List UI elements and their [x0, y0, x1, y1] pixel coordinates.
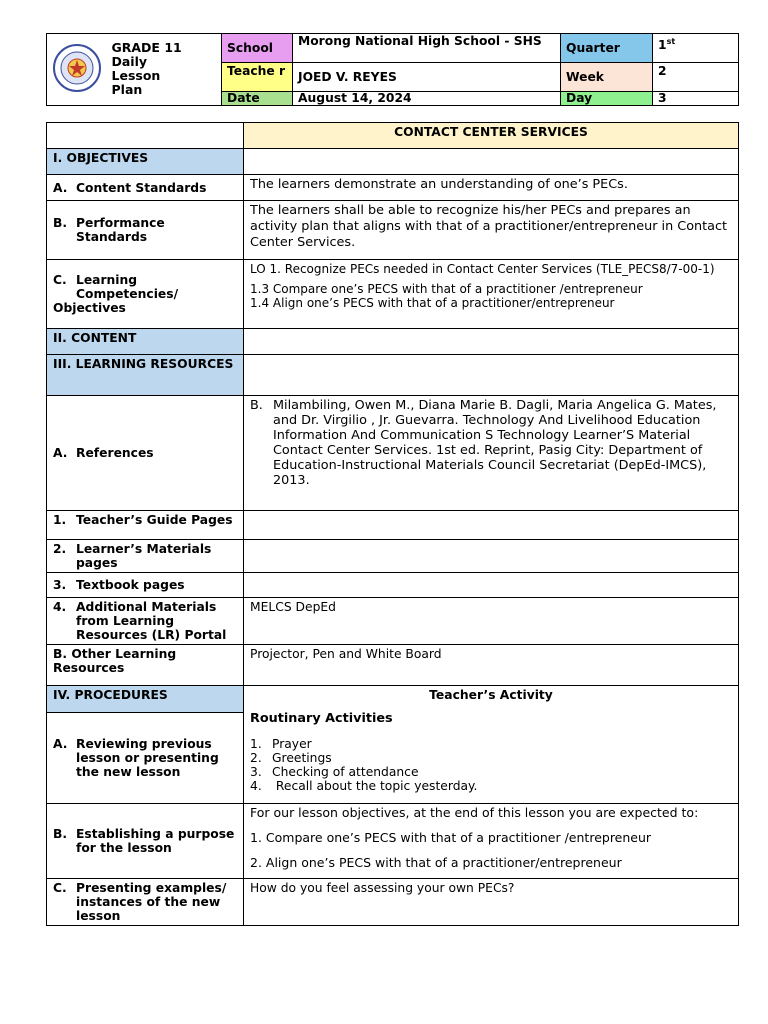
- competencies-label: [47, 260, 244, 329]
- references-value: [244, 396, 739, 511]
- performance-num: B.: [53, 216, 68, 230]
- performance-standards-value: The learners shall be able to recognize his/her PECs and prepares an activity plan that aligns with that of a practitioner/entrepreneur in Contact Center Services.: [244, 201, 739, 260]
- references-item-num: B.: [250, 398, 263, 413]
- competencies-num: C.: [53, 273, 67, 287]
- quarter-suffix: st: [666, 37, 676, 46]
- week-label: Week: [561, 63, 653, 92]
- teacher-value: JOED V. REYES: [293, 63, 561, 92]
- routine-text: Greetings: [272, 751, 332, 765]
- list-item: [250, 737, 732, 751]
- competencies-text-1: Learning: [76, 273, 138, 287]
- plan-title-line-3: Plan: [111, 82, 143, 97]
- routine-text: Prayer: [272, 737, 312, 751]
- grade-title-cell: [107, 34, 222, 106]
- quarter-label: Quarter: [561, 34, 653, 63]
- learning-resources-empty: [244, 355, 739, 396]
- routine-num: 3.: [250, 765, 262, 779]
- teachers-guide-label: [47, 511, 244, 540]
- objectives-empty: [244, 149, 739, 175]
- content-empty: [244, 329, 739, 355]
- learning-resources-heading: III. LEARNING RESOURCES: [47, 355, 244, 396]
- plan-title-line-2: Lesson: [111, 68, 161, 83]
- teacher-label: Teache r: [222, 63, 293, 92]
- grade-label: GRADE 11: [111, 40, 182, 55]
- procedure-b-label: [47, 804, 244, 879]
- content-standards-value: The learners demonstrate an understanding of one’s PECs.: [244, 175, 739, 201]
- tg-text: Teacher’s Guide Pages: [76, 513, 233, 527]
- competencies-1-3: 1.3 Compare one’s PECS with that of a practitioner /entrepreneur: [250, 282, 643, 296]
- school-label: School: [222, 34, 293, 63]
- teacher-activity-heading: Teacher’s Activity: [429, 688, 553, 702]
- routine-text: Checking of attendance: [272, 765, 419, 779]
- competencies-text-3: Objectives: [53, 301, 126, 315]
- references-num: A.: [53, 446, 68, 460]
- references-text: References: [76, 446, 154, 460]
- lm-text: Learner’s Materials pages: [76, 542, 212, 570]
- procedure-a-label: [47, 713, 244, 804]
- procedure-b-value: [244, 804, 739, 879]
- procedure-a-value: [244, 686, 739, 804]
- objectives-heading: I. OBJECTIVES: [47, 149, 244, 175]
- blank-corner: [47, 123, 244, 149]
- tg-num: 1.: [53, 513, 67, 527]
- references-label: [47, 396, 244, 511]
- competencies-text-2: Competencies/: [76, 287, 179, 301]
- routine-text: Recall about the topic yesterday.: [272, 779, 478, 793]
- procedure-a-text: Reviewing previous lesson or presenting the new lesson: [76, 737, 219, 779]
- list-item: [250, 751, 732, 765]
- additional-materials-label: [47, 598, 244, 645]
- routinary-heading: Routinary Activities: [250, 711, 393, 726]
- procedure-c-num: C.: [53, 881, 67, 895]
- competencies-lo: LO 1. Recognize PECs needed in Contact Center Services (TLE_PECS8/7-00-1): [250, 262, 715, 276]
- lesson-plan-table: [46, 122, 739, 926]
- additional-materials-value: MELCS DepEd: [244, 598, 739, 645]
- tb-text: Textbook pages: [76, 578, 185, 592]
- procedures-heading: IV. PROCEDURES: [47, 686, 244, 713]
- competencies-value: [244, 260, 739, 329]
- routine-num: 1.: [250, 737, 262, 751]
- date-value: August 14, 2024: [293, 92, 561, 106]
- routine-num: 2.: [250, 751, 262, 765]
- procedure-b-intro: For our lesson objectives, at the end of this lesson you are expected to:: [250, 805, 699, 820]
- routine-num: 4.: [250, 779, 262, 793]
- learners-materials-label: [47, 540, 244, 573]
- procedure-b-text: Establishing a purpose for the lesson: [76, 827, 235, 855]
- procedure-c-value: How do you feel assessing your own PECs?: [244, 879, 739, 926]
- list-item: [250, 779, 732, 793]
- day-value: 3: [653, 92, 739, 106]
- procedure-b-objective-1: 1. Compare one’s PECS with that of a practitioner /entrepreneur: [250, 830, 652, 845]
- procedure-a-num: A.: [53, 737, 68, 751]
- procedure-b-num: B.: [53, 827, 68, 841]
- logo-cell: [47, 34, 107, 106]
- content-heading: II. CONTENT: [47, 329, 244, 355]
- competencies-1-4: 1.4 Align one’s PECS with that of a practitioner/entrepreneur: [250, 296, 615, 310]
- add-text: Additional Materials from Learning Resources (LR) Portal: [76, 600, 227, 642]
- performance-text: Performance Standards: [76, 216, 165, 244]
- header-table: [46, 33, 739, 106]
- procedure-b-objective-2: 2. Align one’s PECS with that of a practitioner/entrepreneur: [250, 855, 622, 870]
- content-standards-num: A.: [53, 180, 68, 195]
- procedure-c-text: Presenting examples/ instances of the new lesson: [76, 881, 227, 923]
- add-num: 4.: [53, 600, 67, 614]
- deped-seal-icon: [52, 43, 102, 93]
- performance-standards-label: [47, 201, 244, 260]
- textbook-pages-value: [244, 573, 739, 598]
- textbook-pages-label: [47, 573, 244, 598]
- lm-num: 2.: [53, 542, 67, 556]
- references-citation: Milambiling, Owen M., Diana Marie B. Dagli, Maria Angelica G. Mates, and Dr. Virgilio , Jr. Guevarra. Technology And Livelihood Education Information And Communication S Technology Learner’S Material Contact Center Services. 1st ed. Reprint, Pasig City: Department of Education-Instructional Materials Council Secretariat (DepEd-IMCS), 2013.: [273, 398, 717, 488]
- week-value: 2: [653, 63, 739, 92]
- content-standards-text: Content Standards: [76, 180, 207, 195]
- plan-title-line-1: Daily: [111, 54, 148, 69]
- learners-materials-value: [244, 540, 739, 573]
- day-label: Day: [561, 92, 653, 106]
- tb-num: 3.: [53, 578, 67, 592]
- school-value: Morong National High School - SHS: [293, 34, 561, 63]
- list-item: [250, 765, 732, 779]
- content-standards-label: [47, 175, 244, 201]
- date-label: Date: [222, 92, 293, 106]
- other-resources-value: Projector, Pen and White Board: [244, 645, 739, 686]
- subject-title: CONTACT CENTER SERVICES: [244, 123, 739, 149]
- quarter-value: [653, 34, 739, 63]
- quarter-number: 1: [658, 38, 667, 53]
- other-resources-label: B. Other Learning Resources: [47, 645, 244, 686]
- routine-list: [250, 737, 732, 793]
- procedure-c-label: [47, 879, 244, 926]
- teachers-guide-value: [244, 511, 739, 540]
